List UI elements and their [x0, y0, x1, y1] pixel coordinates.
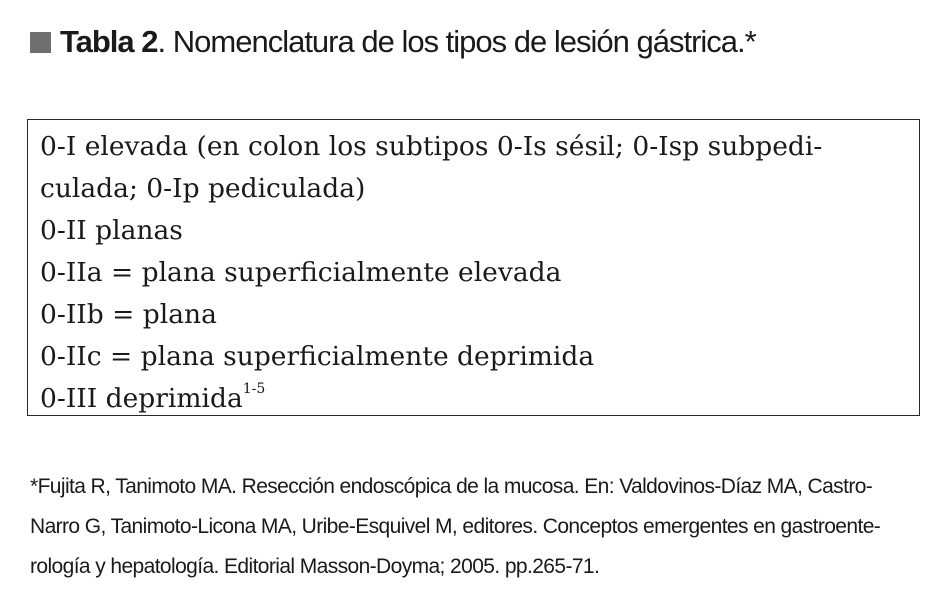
table-line: culada; 0-Ip pediculada) [40, 173, 366, 204]
table-line: 0-IIb = plana [40, 299, 217, 330]
table-line: 0-II planas [40, 215, 183, 246]
footnote-line: rología y hepatología. Editorial Masson-Doyma; 2005. pp.265-71. [30, 555, 600, 578]
nomenclature-table [27, 119, 920, 416]
title-text: . Nomenclatura de los tipos de lesión gástrica.* [157, 24, 756, 59]
title-label: Tabla 2 [60, 24, 158, 59]
last-line-text: 0-III deprimida [40, 383, 243, 414]
footnote-line: Narro G, Tanimoto-Licona MA, Uribe-Esquivel M, editores. Conceptos emergentes en gastroente- [30, 515, 881, 538]
footnote [30, 467, 925, 587]
title-square-icon [30, 32, 51, 53]
table-line: 0-IIa = plana superficialmente elevada [40, 257, 562, 288]
reference-superscript: 1-5 [242, 381, 266, 397]
footnote-line: *Fujita R, Tanimoto MA. Resección endoscópica de la mucosa. En: Valdovinos-Díaz MA, Castro- [30, 475, 873, 498]
table-title [30, 24, 756, 60]
table-line: 0-IIc = plana superficialmente deprimida [40, 341, 595, 372]
table-line-last [40, 378, 822, 420]
table-content [40, 126, 822, 420]
table-line: 0-I elevada (en colon los subtipos 0-Is sésil; 0-Isp subpedi- [40, 131, 823, 162]
